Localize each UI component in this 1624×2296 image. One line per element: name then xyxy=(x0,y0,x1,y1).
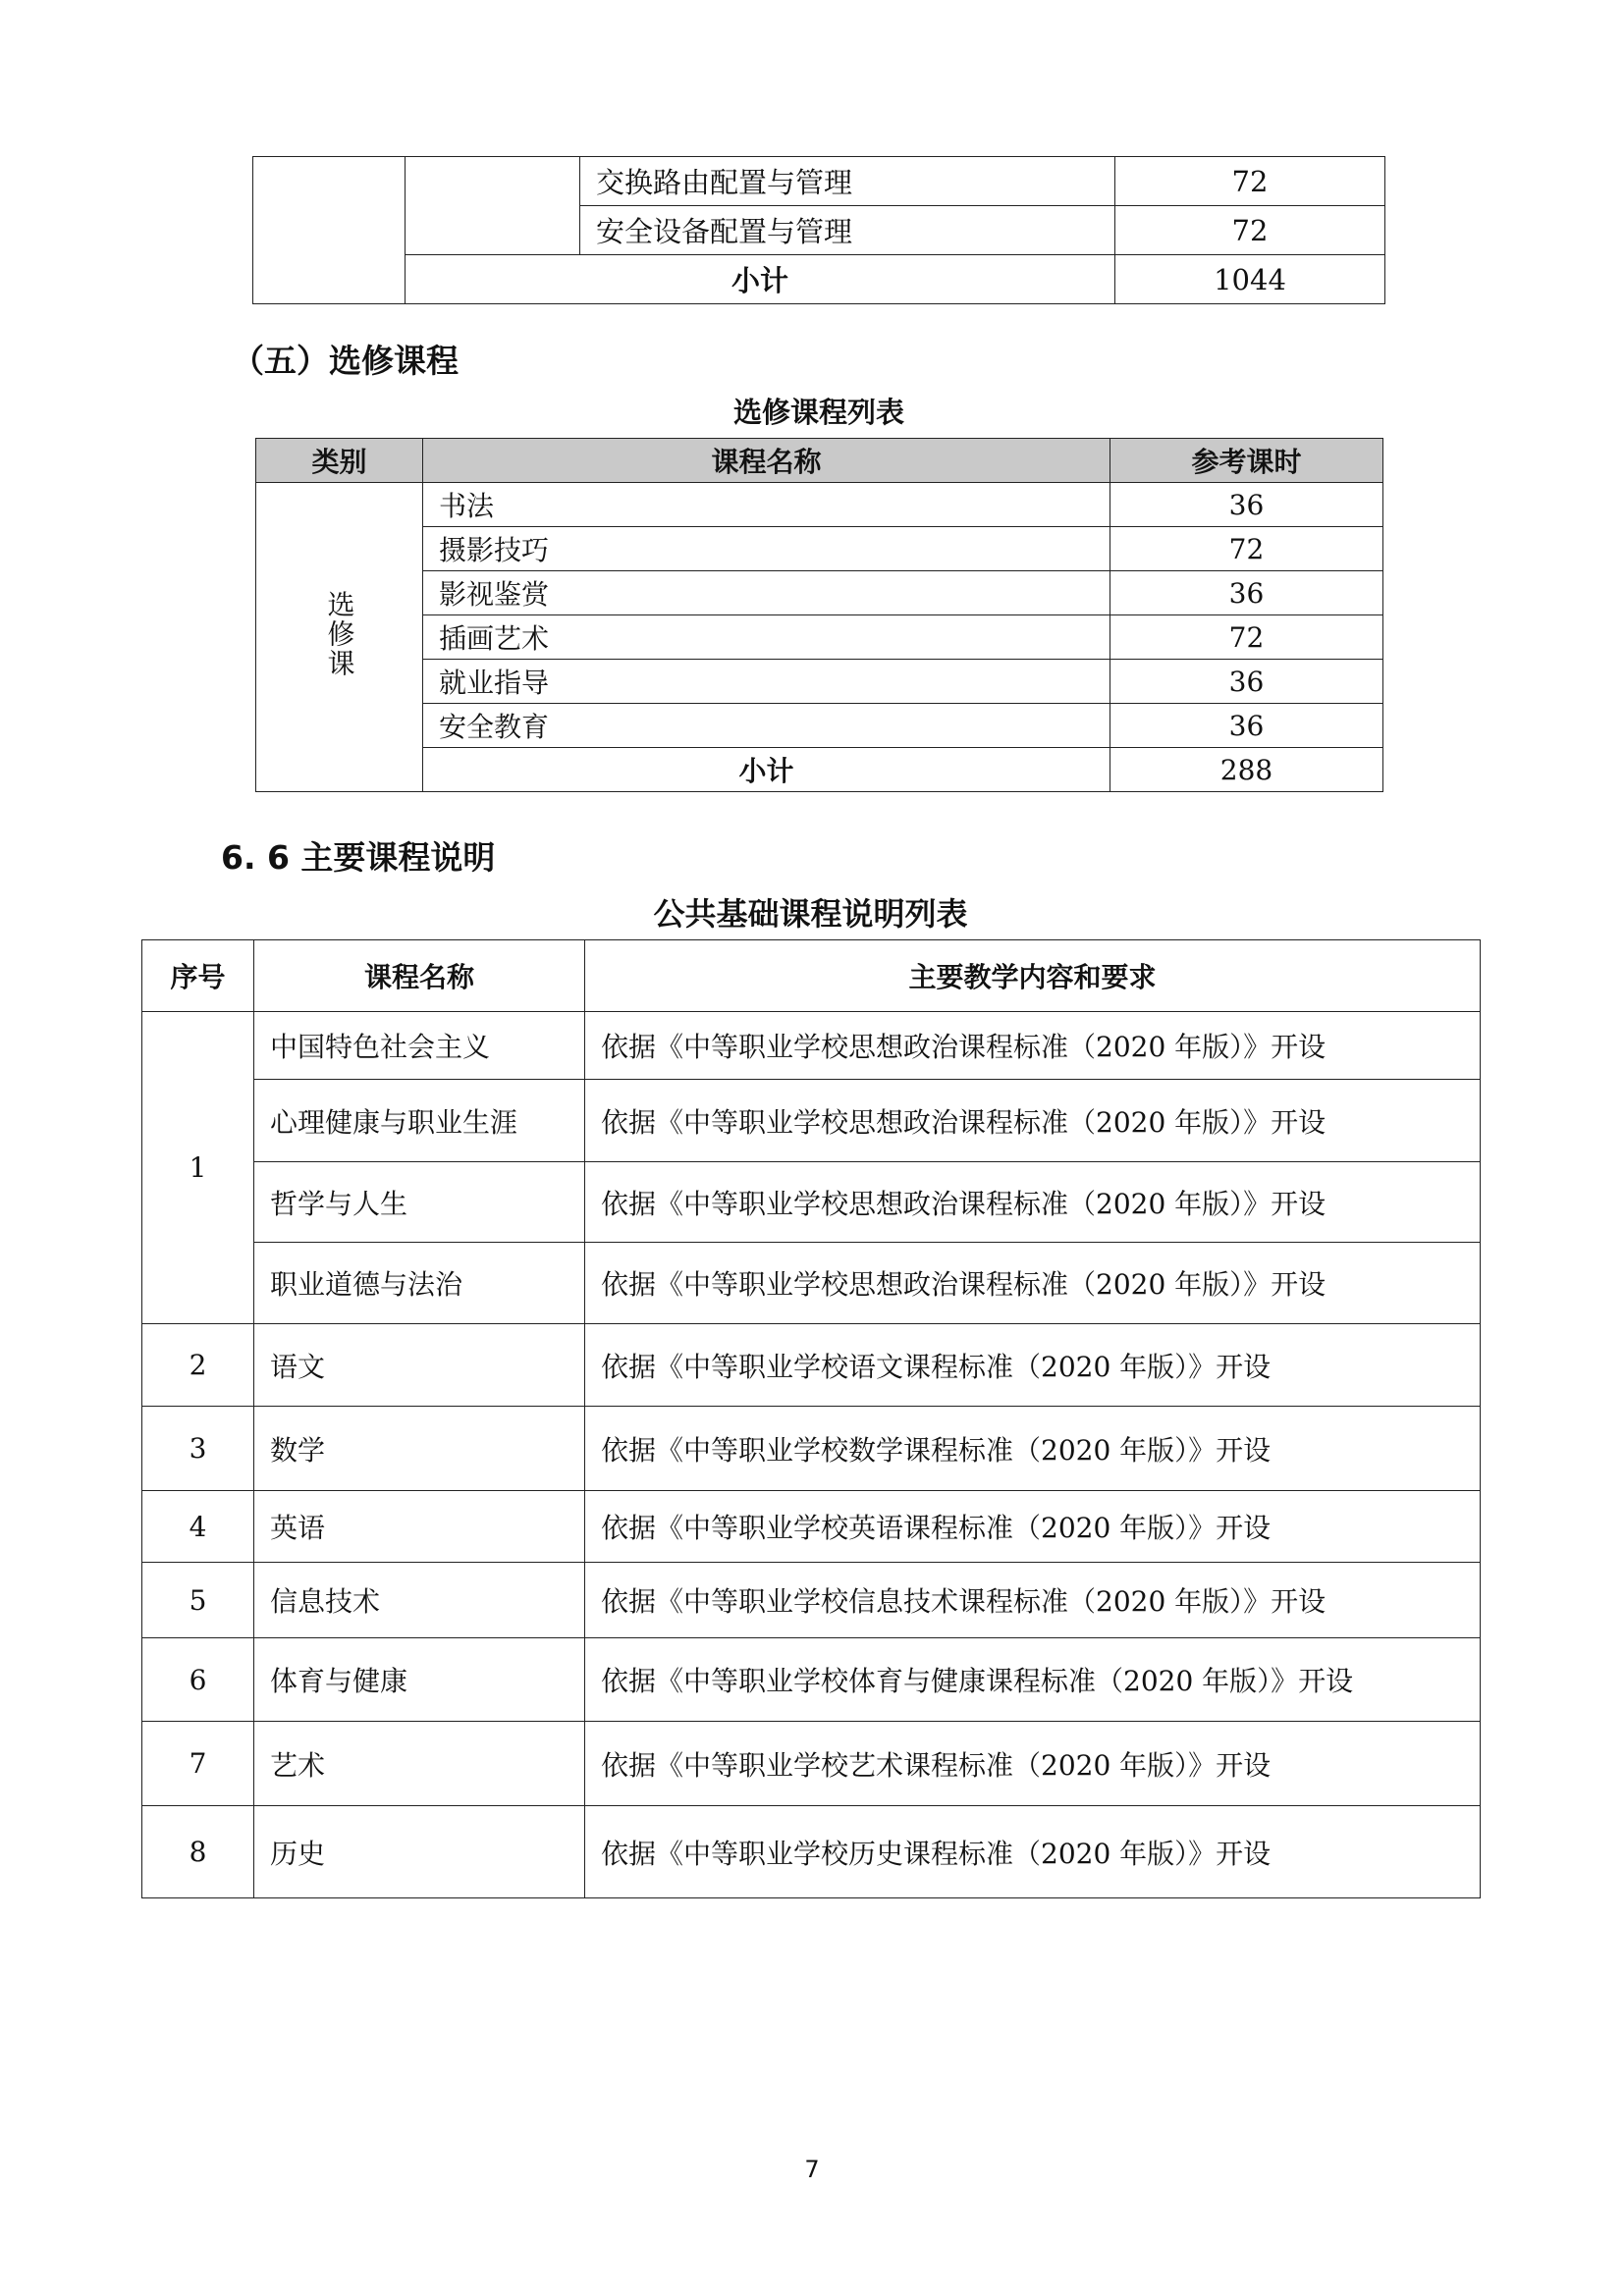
course-name-cell: 安全教育 xyxy=(423,704,1110,748)
content-cell: 依据《中等职业学校历史课程标准（2020 年版）》开设 xyxy=(585,1806,1481,1898)
page-number: 7 xyxy=(804,2156,820,2183)
table-row xyxy=(142,1162,1481,1243)
content-cell: 依据《中等职业学校艺术课程标准（2020 年版）》开设 xyxy=(585,1722,1481,1806)
content-cell: 依据《中等职业学校信息技术课程标准（2020 年版）》开设 xyxy=(585,1563,1481,1638)
table-header-row xyxy=(256,439,1383,483)
course-name-cell: 历史 xyxy=(254,1806,585,1898)
hours-cell: 72 xyxy=(1110,527,1383,571)
subcategory-cell xyxy=(406,157,580,255)
category-cell xyxy=(253,157,406,304)
course-name-cell: 书法 xyxy=(423,483,1110,527)
basic-course-table xyxy=(141,939,1481,1898)
subtotal-row xyxy=(253,255,1385,304)
table-header-row xyxy=(142,940,1481,1012)
continued-course-table xyxy=(252,156,1385,304)
course-name-cell: 英语 xyxy=(254,1491,585,1563)
hours-cell: 36 xyxy=(1110,483,1383,527)
course-name-cell: 职业道德与法治 xyxy=(254,1243,585,1324)
table-row xyxy=(256,483,1383,527)
course-name-cell: 安全设备配置与管理 xyxy=(580,206,1115,255)
elective-table-caption: 选修课程列表 xyxy=(732,396,904,429)
table-row xyxy=(142,1563,1481,1638)
table-row xyxy=(142,1491,1481,1563)
content-cell: 依据《中等职业学校思想政治课程标准（2020 年版）》开设 xyxy=(585,1012,1481,1080)
elective-category-cell xyxy=(256,483,423,792)
header-no: 序号 xyxy=(142,940,254,1012)
hours-cell: 36 xyxy=(1110,704,1383,748)
header-hours: 参考课时 xyxy=(1110,439,1383,483)
course-name-cell: 中国特色社会主义 xyxy=(254,1012,585,1080)
course-name-cell: 交换路由配置与管理 xyxy=(580,157,1115,206)
table-row xyxy=(256,615,1383,660)
row-number: 2 xyxy=(142,1324,254,1407)
course-name-cell: 就业指导 xyxy=(423,660,1110,704)
course-name-cell: 语文 xyxy=(254,1324,585,1407)
table-row xyxy=(142,1080,1481,1162)
row-number: 8 xyxy=(142,1806,254,1898)
elective-section-heading: （五）选修课程 xyxy=(232,342,459,380)
table-row xyxy=(142,1806,1481,1898)
hours-cell: 72 xyxy=(1115,157,1385,206)
row-number: 3 xyxy=(142,1407,254,1491)
row-number: 6 xyxy=(142,1638,254,1722)
hours-cell: 72 xyxy=(1110,615,1383,660)
subtotal-label: 小计 xyxy=(423,748,1110,792)
content-cell: 依据《中等职业学校数学课程标准（2020 年版）》开设 xyxy=(585,1407,1481,1491)
header-category: 类别 xyxy=(256,439,423,483)
subtotal-label: 小计 xyxy=(406,255,1115,304)
content-cell: 依据《中等职业学校思想政治课程标准（2020 年版）》开设 xyxy=(585,1080,1481,1162)
table-row xyxy=(142,1407,1481,1491)
table-row xyxy=(142,1243,1481,1324)
subtotal-value: 288 xyxy=(1110,748,1383,792)
content-cell: 依据《中等职业学校英语课程标准（2020 年版）》开设 xyxy=(585,1491,1481,1563)
main-courses-heading: 6. 6 主要课程说明 xyxy=(221,838,496,877)
content-cell: 依据《中等职业学校思想政治课程标准（2020 年版）》开设 xyxy=(585,1243,1481,1324)
hours-cell: 72 xyxy=(1115,206,1385,255)
header-course-name: 课程名称 xyxy=(254,940,585,1012)
hours-cell: 36 xyxy=(1110,571,1383,615)
row-number: 7 xyxy=(142,1722,254,1806)
row-number: 1 xyxy=(142,1012,254,1324)
elective-category-label: 选修课 xyxy=(323,589,356,678)
course-name-cell: 体育与健康 xyxy=(254,1638,585,1722)
row-number: 5 xyxy=(142,1563,254,1638)
content-cell: 依据《中等职业学校体育与健康课程标准（2020 年版）》开设 xyxy=(585,1638,1481,1722)
table-row xyxy=(256,571,1383,615)
course-name-cell: 哲学与人生 xyxy=(254,1162,585,1243)
table-row xyxy=(256,704,1383,748)
subtotal-row xyxy=(256,748,1383,792)
hours-cell: 36 xyxy=(1110,660,1383,704)
course-name-cell: 心理健康与职业生涯 xyxy=(254,1080,585,1162)
table-row xyxy=(142,1638,1481,1722)
course-name-cell: 信息技术 xyxy=(254,1563,585,1638)
elective-course-table xyxy=(255,438,1383,792)
row-number: 4 xyxy=(142,1491,254,1563)
content-cell: 依据《中等职业学校语文课程标准（2020 年版）》开设 xyxy=(585,1324,1481,1407)
table-row xyxy=(142,1722,1481,1806)
subtotal-value: 1044 xyxy=(1115,255,1385,304)
course-name-cell: 影视鉴赏 xyxy=(423,571,1110,615)
header-course-name: 课程名称 xyxy=(423,439,1110,483)
course-name-cell: 摄影技巧 xyxy=(423,527,1110,571)
course-name-cell: 艺术 xyxy=(254,1722,585,1806)
header-content: 主要教学内容和要求 xyxy=(585,940,1481,1012)
table-row xyxy=(256,660,1383,704)
course-name-cell: 数学 xyxy=(254,1407,585,1491)
table-row xyxy=(256,527,1383,571)
course-name-cell: 插画艺术 xyxy=(423,615,1110,660)
table-row xyxy=(142,1012,1481,1080)
table-row xyxy=(253,157,1385,206)
table-row xyxy=(142,1324,1481,1407)
content-cell: 依据《中等职业学校思想政治课程标准（2020 年版）》开设 xyxy=(585,1162,1481,1243)
main-courses-caption: 公共基础课程说明列表 xyxy=(653,895,968,933)
